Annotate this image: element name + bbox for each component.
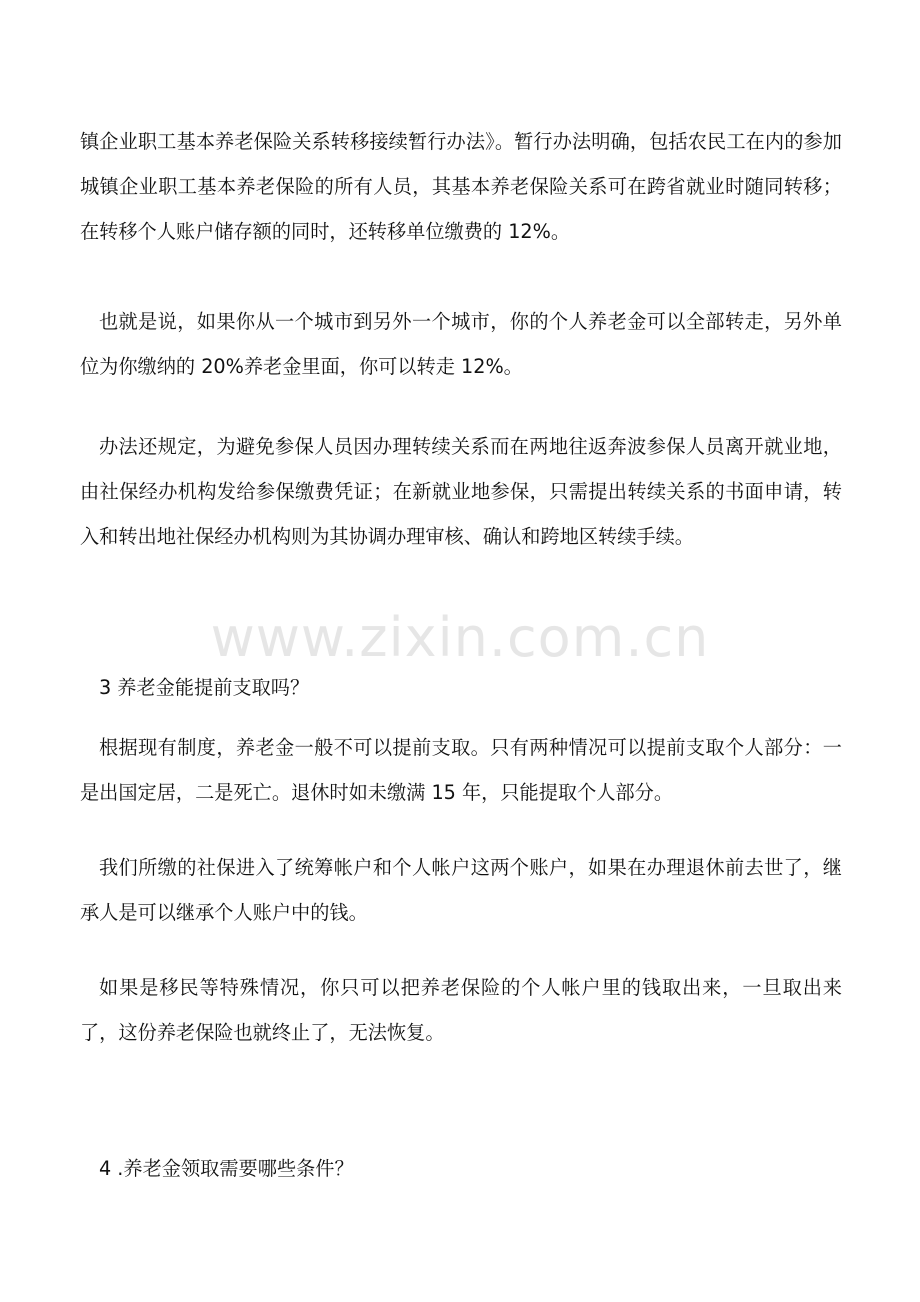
paragraph-pension-transfer-explanation: 也就是说，如果你从一个城市到另外一个城市，你的个人养老金可以全部转走，另外单位为你缴纳的 20%养老金里面，你可以转走 12%。	[80, 310, 842, 378]
paragraph-transfer-procedure: 办法还规定，为避免参保人员因办理转续关系而在两地往返奔波参保人员离开就业地，由社保经办机构发给参保缴费凭证；在新就业地参保，只需提出转续关系的书面申请，转入和转出地社保经办机构则为其协调办理审核、确认和跨地区转续手续。	[80, 435, 842, 548]
paragraph-transfer-rules: 镇企业职工基本养老保险关系转移接续暂行办法》。暂行办法明确，包括农民工在内的参加城镇企业职工基本养老保险的所有人员，其基本养老保险关系可在跨省就业时随同转移；在转移个人账户储存额的同时，还转移单位缴费的 12%。	[80, 130, 842, 243]
watermark-text: www.zixin.com.cn	[210, 606, 710, 669]
section-heading-early-withdrawal: 3 养老金能提前支取吗？	[99, 676, 310, 699]
section-heading-claim-conditions: 4 .养老金领取需要哪些条件？	[99, 1157, 354, 1180]
paragraph-early-withdrawal-rules: 根据现有制度，养老金一般不可以提前支取。只有两种情况可以提前支取个人部分：一是出国定居，二是死亡。退休时如未缴满 15 年，只能提取个人部分。	[80, 736, 842, 804]
paragraph-emigration: 如果是移民等特殊情况，你只可以把养老保险的个人帐户里的钱取出来，一旦取出来了，这份养老保险也就终止了，无法恢复。	[80, 976, 842, 1044]
paragraph-inheritance: 我们所缴的社保进入了统筹帐户和个人帐户这两个账户，如果在办理退休前去世了，继承人是可以继承个人账户中的钱。	[80, 856, 842, 924]
